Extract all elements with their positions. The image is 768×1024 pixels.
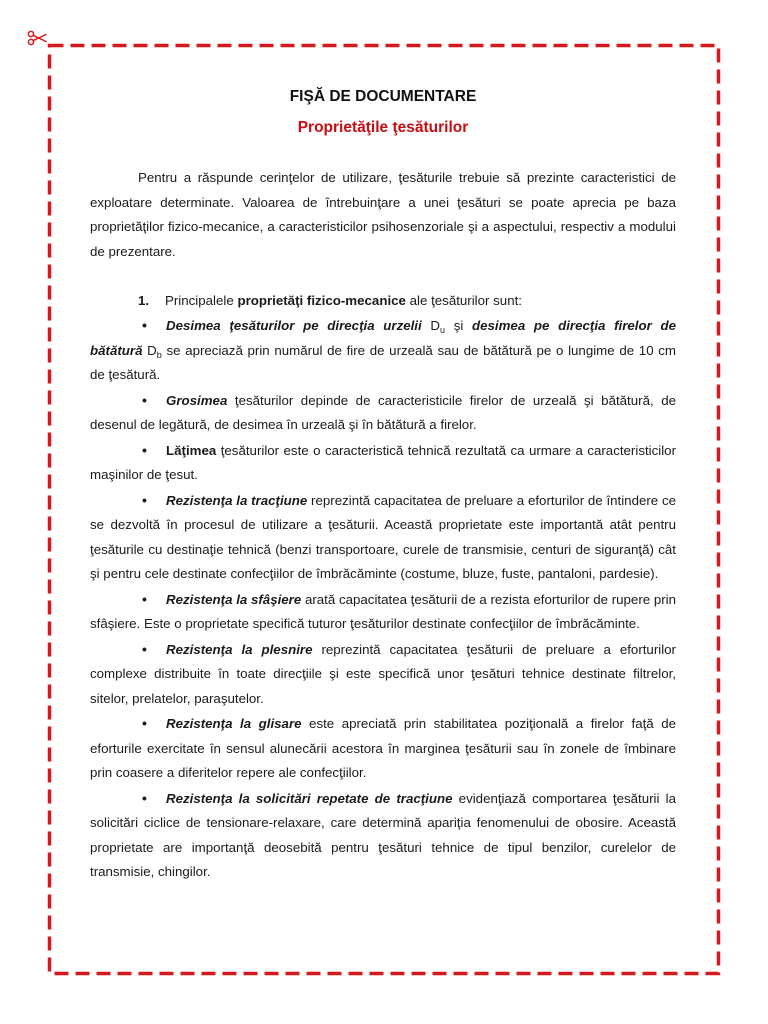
item-text: reprezintă capacitatea de preluare a eforturilor de întindere ce se dezvoltă în procesul de utilizare a ţesăturii. Această proprietate este importantă atât pentru ţesăturile cu destinaţie tehnică (benzi transportoare, curele de transmisie, centuri de siguranţă) cât şi pentru cele destinate confecţiilor de îmbrăcăminte (costume, bluze, fuste, pantaloni, pardesie). — [90, 492, 676, 581]
item-text: evidenţiază comportarea ţesăturii la solicitări ciclice de tensionare-relaxare, care determină apariţia fenomenului de obosire. Această proprietate are importanţă deosebită pentru ţesături tehnice de tipul benzilor, curelelor de transmisie, chingilor. — [90, 790, 676, 879]
page-subtitle: Proprietăţile ţesăturilor — [297, 119, 469, 136]
section-number: 1. — [138, 292, 150, 308]
bullet-marker — [138, 488, 166, 514]
bullet-marker — [138, 711, 166, 737]
item-text: arată capacitatea ţesăturii de a rezista eforturilor de rupere prin sfâşiere. Este o proprietate specifică tuturor ţesăturilor destinate confecţiilor de îmbrăcăminte. — [90, 591, 677, 631]
term-burst-strength: Rezistenţa la plesnire — [166, 641, 313, 657]
bullet-marker — [138, 313, 166, 339]
list-item — [90, 711, 676, 786]
bullet-marker — [138, 786, 166, 812]
document-body — [90, 166, 676, 885]
list-item — [90, 587, 676, 637]
item-text: este apreciată prin stabilitatea poziţională a firelor faţă de eforturile exercitate în sensul alunecării acestora în marginea ţesăturii sau în zonele de îmbinare prin coasere a diferitelor repere ale confecţiilor. — [90, 716, 676, 780]
bullet-marker — [138, 587, 166, 613]
symbol-weft: D — [147, 342, 157, 358]
symbol-weft-sub: b — [156, 349, 162, 360]
symbol-warp-sub: u — [440, 325, 446, 335]
list-item — [90, 488, 676, 587]
section-tail: ale ţesăturilor sunt: — [409, 292, 522, 308]
list-item — [90, 438, 676, 488]
term-weft-density: desimea pe direcţia firelor de bătătură — [90, 318, 676, 358]
intro-paragraph: Pentru a răspunde cerinţelor de utilizare, ţesăturile trebuie să prezinte caracteristici de exploatare determinate. Valoarea de întrebuinţare a unei ţesături se poate aprecia pe baza proprietăţilor fizico-mecanice, a caracteristicilor psihosenzoriale şi a aspectului, respectiv a modului de prezentare. — [90, 170, 676, 259]
term-tensile-strength: Rezistenţa la tracţiune — [166, 492, 308, 508]
bullet-marker — [138, 438, 166, 464]
document-sheet — [90, 85, 676, 885]
term-slip-resistance: Rezistenţa la glisare — [166, 716, 302, 731]
symbol-warp: D — [430, 318, 440, 333]
term-fatigue-resistance: Rezistenţa la solicitări repetate de tracţiune — [166, 790, 453, 806]
conjunction: şi — [453, 318, 464, 333]
item-text: ţesăturilor este o caracteristică tehnică rezultată ca urmare a caracteristicilor maşinilor de ţesut. — [90, 442, 676, 482]
bullet-marker — [138, 637, 166, 663]
list-item — [90, 313, 676, 388]
list-item — [90, 637, 676, 712]
list-item — [90, 388, 676, 438]
list-item — [90, 786, 676, 885]
term-width: Lăţimea — [166, 442, 217, 458]
item-text: reprezintă capacitatea ţesăturii de preluare a eforturilor complexe distribuite în toate direcţiile şi este specifică unor ţesături tehnice destinate filtrelor, sitelor, prelatelor, paraşutelor. — [90, 641, 676, 706]
item-text: ţesăturilor depinde de caracteristicile firelor de urzeală şi bătătură, de desenul de legătură, de desimea în urzeală şi în bătătură a firelor. — [90, 392, 676, 432]
scissors-icon — [27, 30, 47, 46]
section-lead: Principalele — [165, 292, 234, 308]
section-heading — [90, 289, 676, 314]
section-highlight: proprietăţi fizico-mecanice — [237, 292, 406, 308]
item-text: se apreciază prin numărul de fire de urzeală sau de bătătură pe o lungime de 10 cm de ţesătură. — [90, 342, 676, 382]
term-tear-strength: Rezistenţa la sfâşiere — [166, 591, 302, 607]
term-thickness: Grosimea — [166, 392, 228, 408]
page-title: FIŞĂ DE DOCUMENTARE — [289, 88, 477, 105]
bullet-marker — [138, 388, 166, 414]
term-warp-density: Desimea ţesăturilor pe direcţia urzelii — [166, 318, 422, 333]
